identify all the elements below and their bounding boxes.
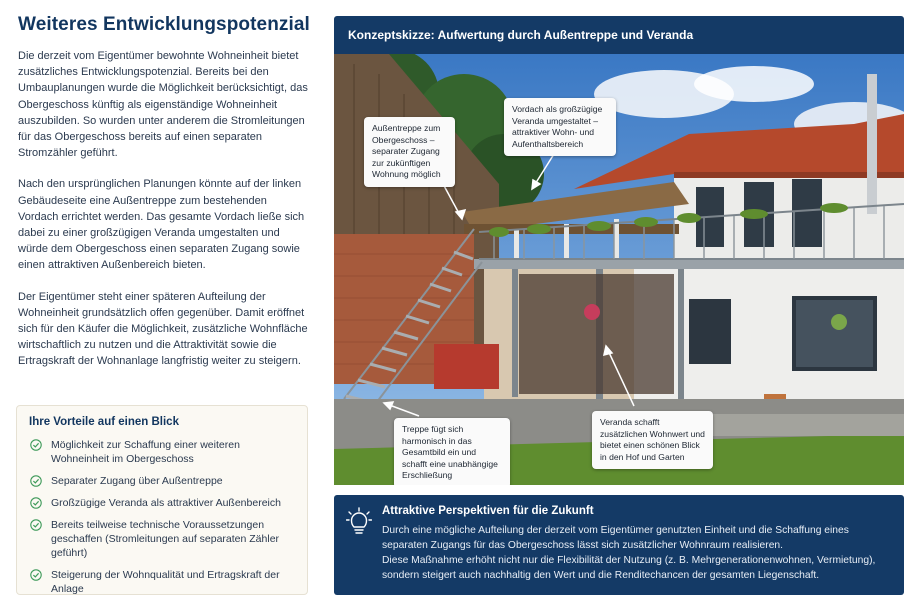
future-line-1: Durch eine mögliche Aufteilung der derzeit vom Eigentümer genutzten Einheit und die Schaffung eines separaten Zugangs für das Obergeschoss lässt sich zusätzlicher Wohnraum realisieren. (382, 525, 849, 551)
paragraph-2: Nach den ursprünglichen Planungen könnte auf der linken Gebäudeseite eine Außentreppe zum bestehenden Vordach errichtet werden. Das gesamte Vordach ließe sich dabei zu einer großzügigen Veranda umgestalten und würde dem Obergeschoss einen separaten Zugang sowie einen attraktiven Außenbereich bieten. (18, 178, 305, 272)
benefit-text: Möglichkeit zur Schaffung einer weiteren Wohneinheit im Obergeschoss (51, 439, 240, 465)
benefit-item (29, 438, 295, 466)
benefits-list (29, 438, 295, 596)
lightbulb-icon (346, 507, 372, 537)
check-circle-icon (29, 497, 43, 509)
paragraph-1: Die derzeit vom Eigentümer bewohnte Wohneinheit bietet zusätzliches Entwicklungspotenzial. Bereits bei den Umbauplanungen wurde die Möglichkeit berücksichtigt, das Obergeschoss künftig als eigenständige Wohneinheit auszubilden. So wurden unter anderem die Stromleitungen für das Obergeschoss bereits auf einen separaten Stromzähler geführt. (18, 50, 308, 160)
check-circle-icon (29, 439, 43, 451)
paragraph-3: Der Eigentümer steht einer späteren Aufteilung der Wohneinheit grundsätzlich offen gegenüber. Damit eröffnet sich für den Käufer die Möglichkeit, zusätzliche Wohnfläche wirtschaftlich zu nutzen und die Attraktivität sowie die Ertragskraft der Wohnanlage langfristig weiter zu steigern. (18, 290, 308, 368)
future-title: Attraktive Perspektiven für die Zukunft (382, 505, 594, 517)
callout-veranda: Vordach als großzügige Veranda umgestaltet – attraktiver Wohn- und Aufenthaltsbereich (504, 98, 616, 156)
future-text (382, 523, 887, 583)
benefits-title: Ihre Vorteile auf einen Blick (29, 416, 179, 428)
benefit-item (29, 496, 295, 510)
left-column (18, 14, 310, 385)
benefit-item (29, 568, 295, 596)
page-title: Weiteres Entwicklungspotenzial (18, 14, 310, 35)
concept-photo (334, 54, 904, 485)
benefit-text: Separater Zugang über Außentreppe (51, 475, 223, 487)
benefits-box (16, 405, 308, 595)
benefit-text: Steigerung der Wohnqualität und Ertragskraft der Anlage (51, 569, 280, 595)
concept-header: Konzeptskizze: Aufwertung durch Außentreppe und Veranda (334, 16, 904, 54)
benefit-text: Bereits teilweise technische Voraussetzungen geschaffen (Stromleitungen auf separaten Zähler geführt) (51, 519, 280, 559)
benefit-text: Großzügige Veranda als attraktiver Außenbereich (51, 497, 281, 509)
check-circle-icon (29, 475, 43, 487)
benefit-item (29, 474, 295, 488)
future-banner (334, 495, 904, 595)
callout-view: Veranda schafft zusätzlichen Wohnwert und bietet einen schönen Blick in den Hof und Garten (592, 411, 713, 469)
future-line-2: Diese Maßnahme erhöht nicht nur die Flexibilität der Nutzung (z. B. Mehrgenerationenwohnen, Vermietung), sondern steigert auch nachhaltig den Wert und die Renditechancen der gesamten Liegenschaft. (382, 555, 876, 581)
benefit-item (29, 518, 295, 560)
callout-stairs: Außentreppe zum Obergeschoss – separater Zugang zur zukünftigen Wohnung möglich (364, 117, 455, 187)
check-circle-icon (29, 569, 43, 581)
check-circle-icon (29, 519, 43, 531)
callout-integration: Treppe fügt sich harmonisch in das Gesamtbild ein und schafft eine unabhängige Erschließung (394, 418, 510, 485)
